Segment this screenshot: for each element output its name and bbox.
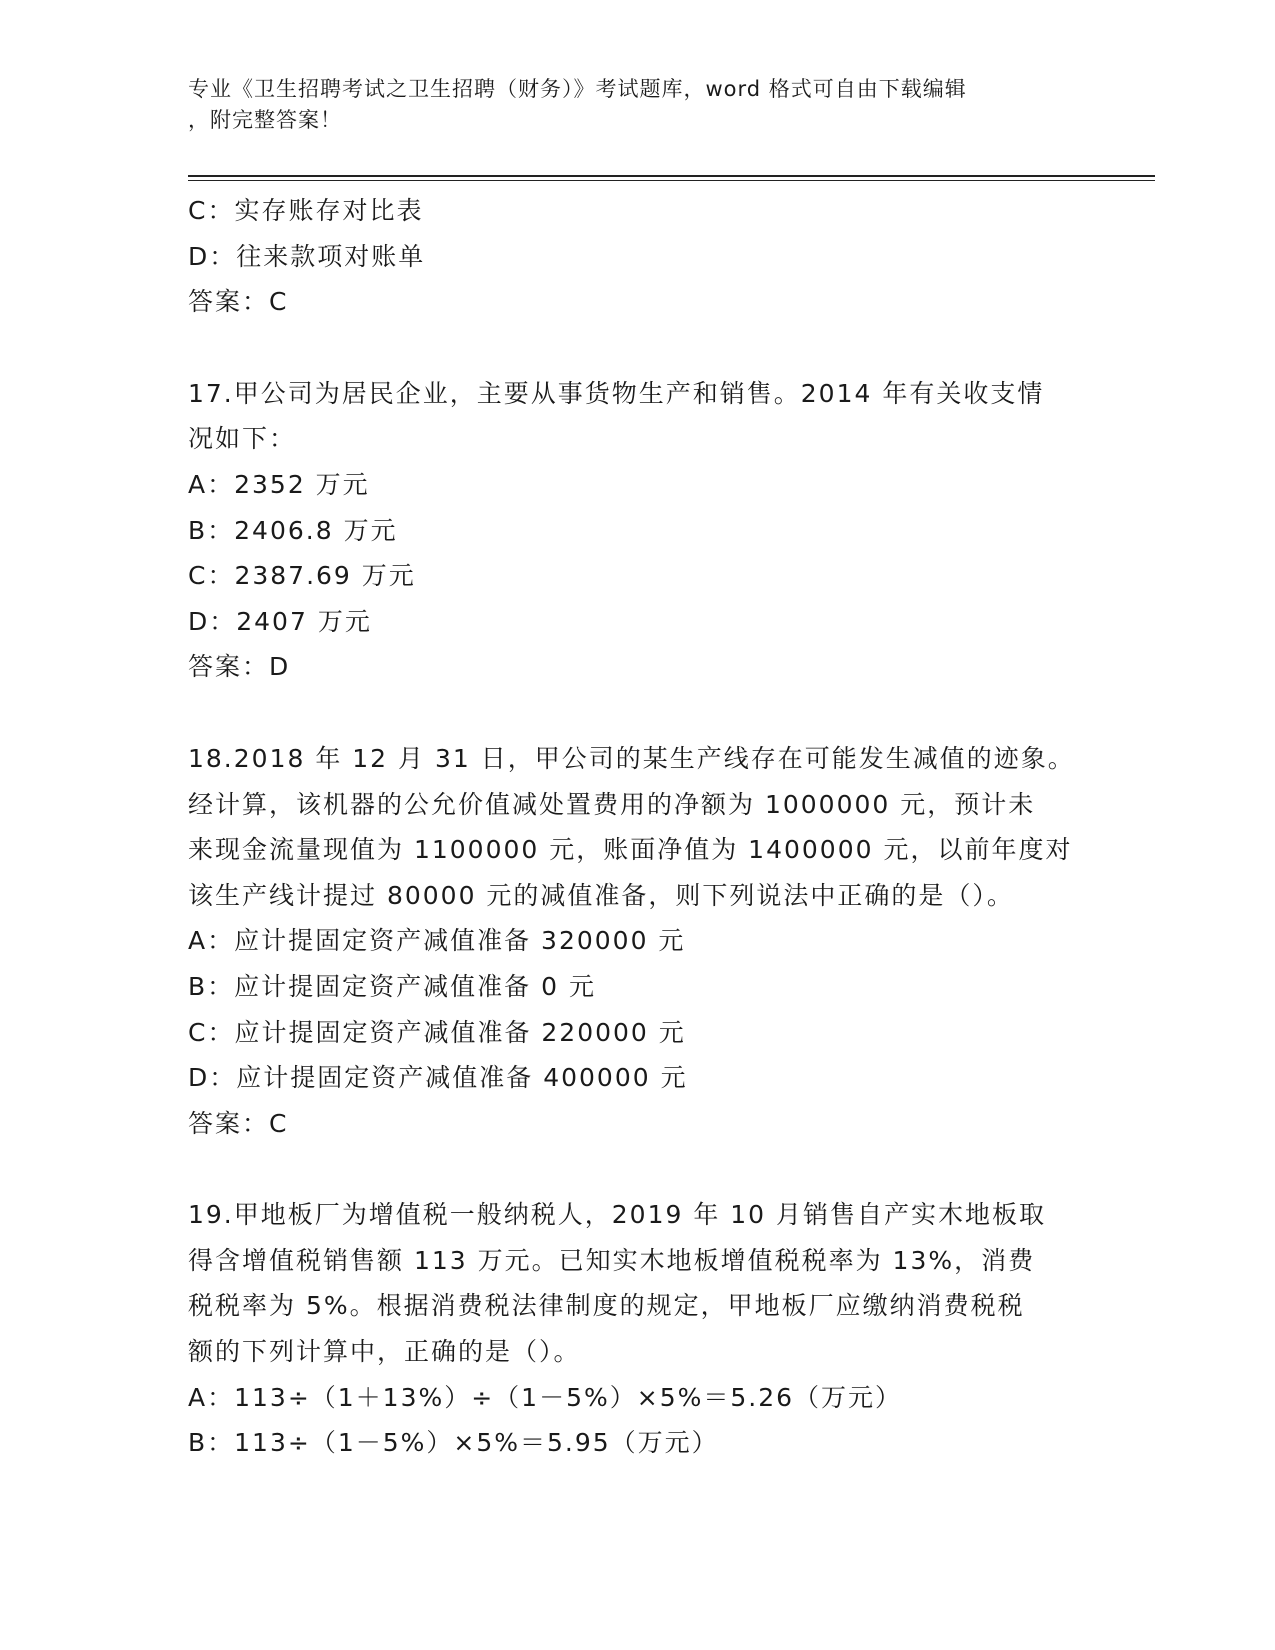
answer-line: 答案：C xyxy=(188,1108,289,1138)
page-header xyxy=(188,74,1088,136)
option-d: D：往来款项对账单 xyxy=(188,241,426,271)
question-17 xyxy=(188,371,1088,690)
option-d: D：2407 万元 xyxy=(188,606,372,636)
option-b: B：应计提固定资产减值准备 0 元 xyxy=(188,971,596,1001)
answer-line: 答案：C xyxy=(188,287,289,317)
header-line-1: 专业《卫生招聘考试之卫生招聘（财务）》考试题库，word 格式可自由下载编辑 xyxy=(188,77,967,101)
question-stem-line: 来现金流量现值为 1100000 元，账面净值为 1400000 元，以前年度对 xyxy=(188,835,1073,865)
question-stem-line: 17.甲公司为居民企业，主要从事货物生产和销售。2014 年有关收支情 xyxy=(188,378,1045,408)
question-18 xyxy=(188,736,1088,1146)
spacer xyxy=(188,325,1088,371)
spacer xyxy=(188,1146,1088,1192)
question-stem-line: 经计算，该机器的公允价值减处置费用的净额为 1000000 元，预计未 xyxy=(188,789,1036,819)
question-stem-line: 19.甲地板厂为增值税一般纳税人，2019 年 10 月销售自产实木地板取 xyxy=(188,1200,1047,1230)
option-d: D：应计提固定资产减值准备 400000 元 xyxy=(188,1063,688,1093)
option-a: A：应计提固定资产减值准备 320000 元 xyxy=(188,926,686,956)
option-c: C：应计提固定资产减值准备 220000 元 xyxy=(188,1017,686,1047)
question-stem-line: 况如下： xyxy=(188,424,297,454)
option-b: B：2406.8 万元 xyxy=(188,515,398,545)
question-19 xyxy=(188,1192,1088,1466)
spacer xyxy=(188,690,1088,736)
option-a: A：2352 万元 xyxy=(188,469,370,499)
option-a: A：113÷（1＋13%）÷（1－5%）×5%＝5.26（万元） xyxy=(188,1382,903,1412)
option-c: C：2387.69 万元 xyxy=(188,561,416,591)
question-content xyxy=(188,188,1088,1466)
question-stem-line: 额的下列计算中，正确的是（）。 xyxy=(188,1337,581,1367)
header-divider-thick xyxy=(188,175,1155,177)
option-b: B：113÷（1－5%）×5%＝5.95（万元） xyxy=(188,1428,719,1458)
question-stem-line: 18.2018 年 12 月 31 日，甲公司的某生产线存在可能发生减值的迹象。 xyxy=(188,743,1075,773)
question-16-tail xyxy=(188,188,1088,325)
question-stem-line: 该生产线计提过 80000 元的减值准备，则下列说法中正确的是（）。 xyxy=(188,880,1014,910)
question-stem-line: 税税率为 5%。根据消费税法律制度的规定，甲地板厂应缴纳消费税税 xyxy=(188,1291,1025,1321)
header-divider-thin xyxy=(188,180,1155,181)
question-stem-line: 得含增值税销售额 113 万元。已知实木地板增值税税率为 13%，消费 xyxy=(188,1245,1036,1275)
header-line-2: ，附完整答案！ xyxy=(188,108,342,132)
option-c: C：实存账存对比表 xyxy=(188,196,424,225)
answer-line: 答案：D xyxy=(188,652,291,682)
